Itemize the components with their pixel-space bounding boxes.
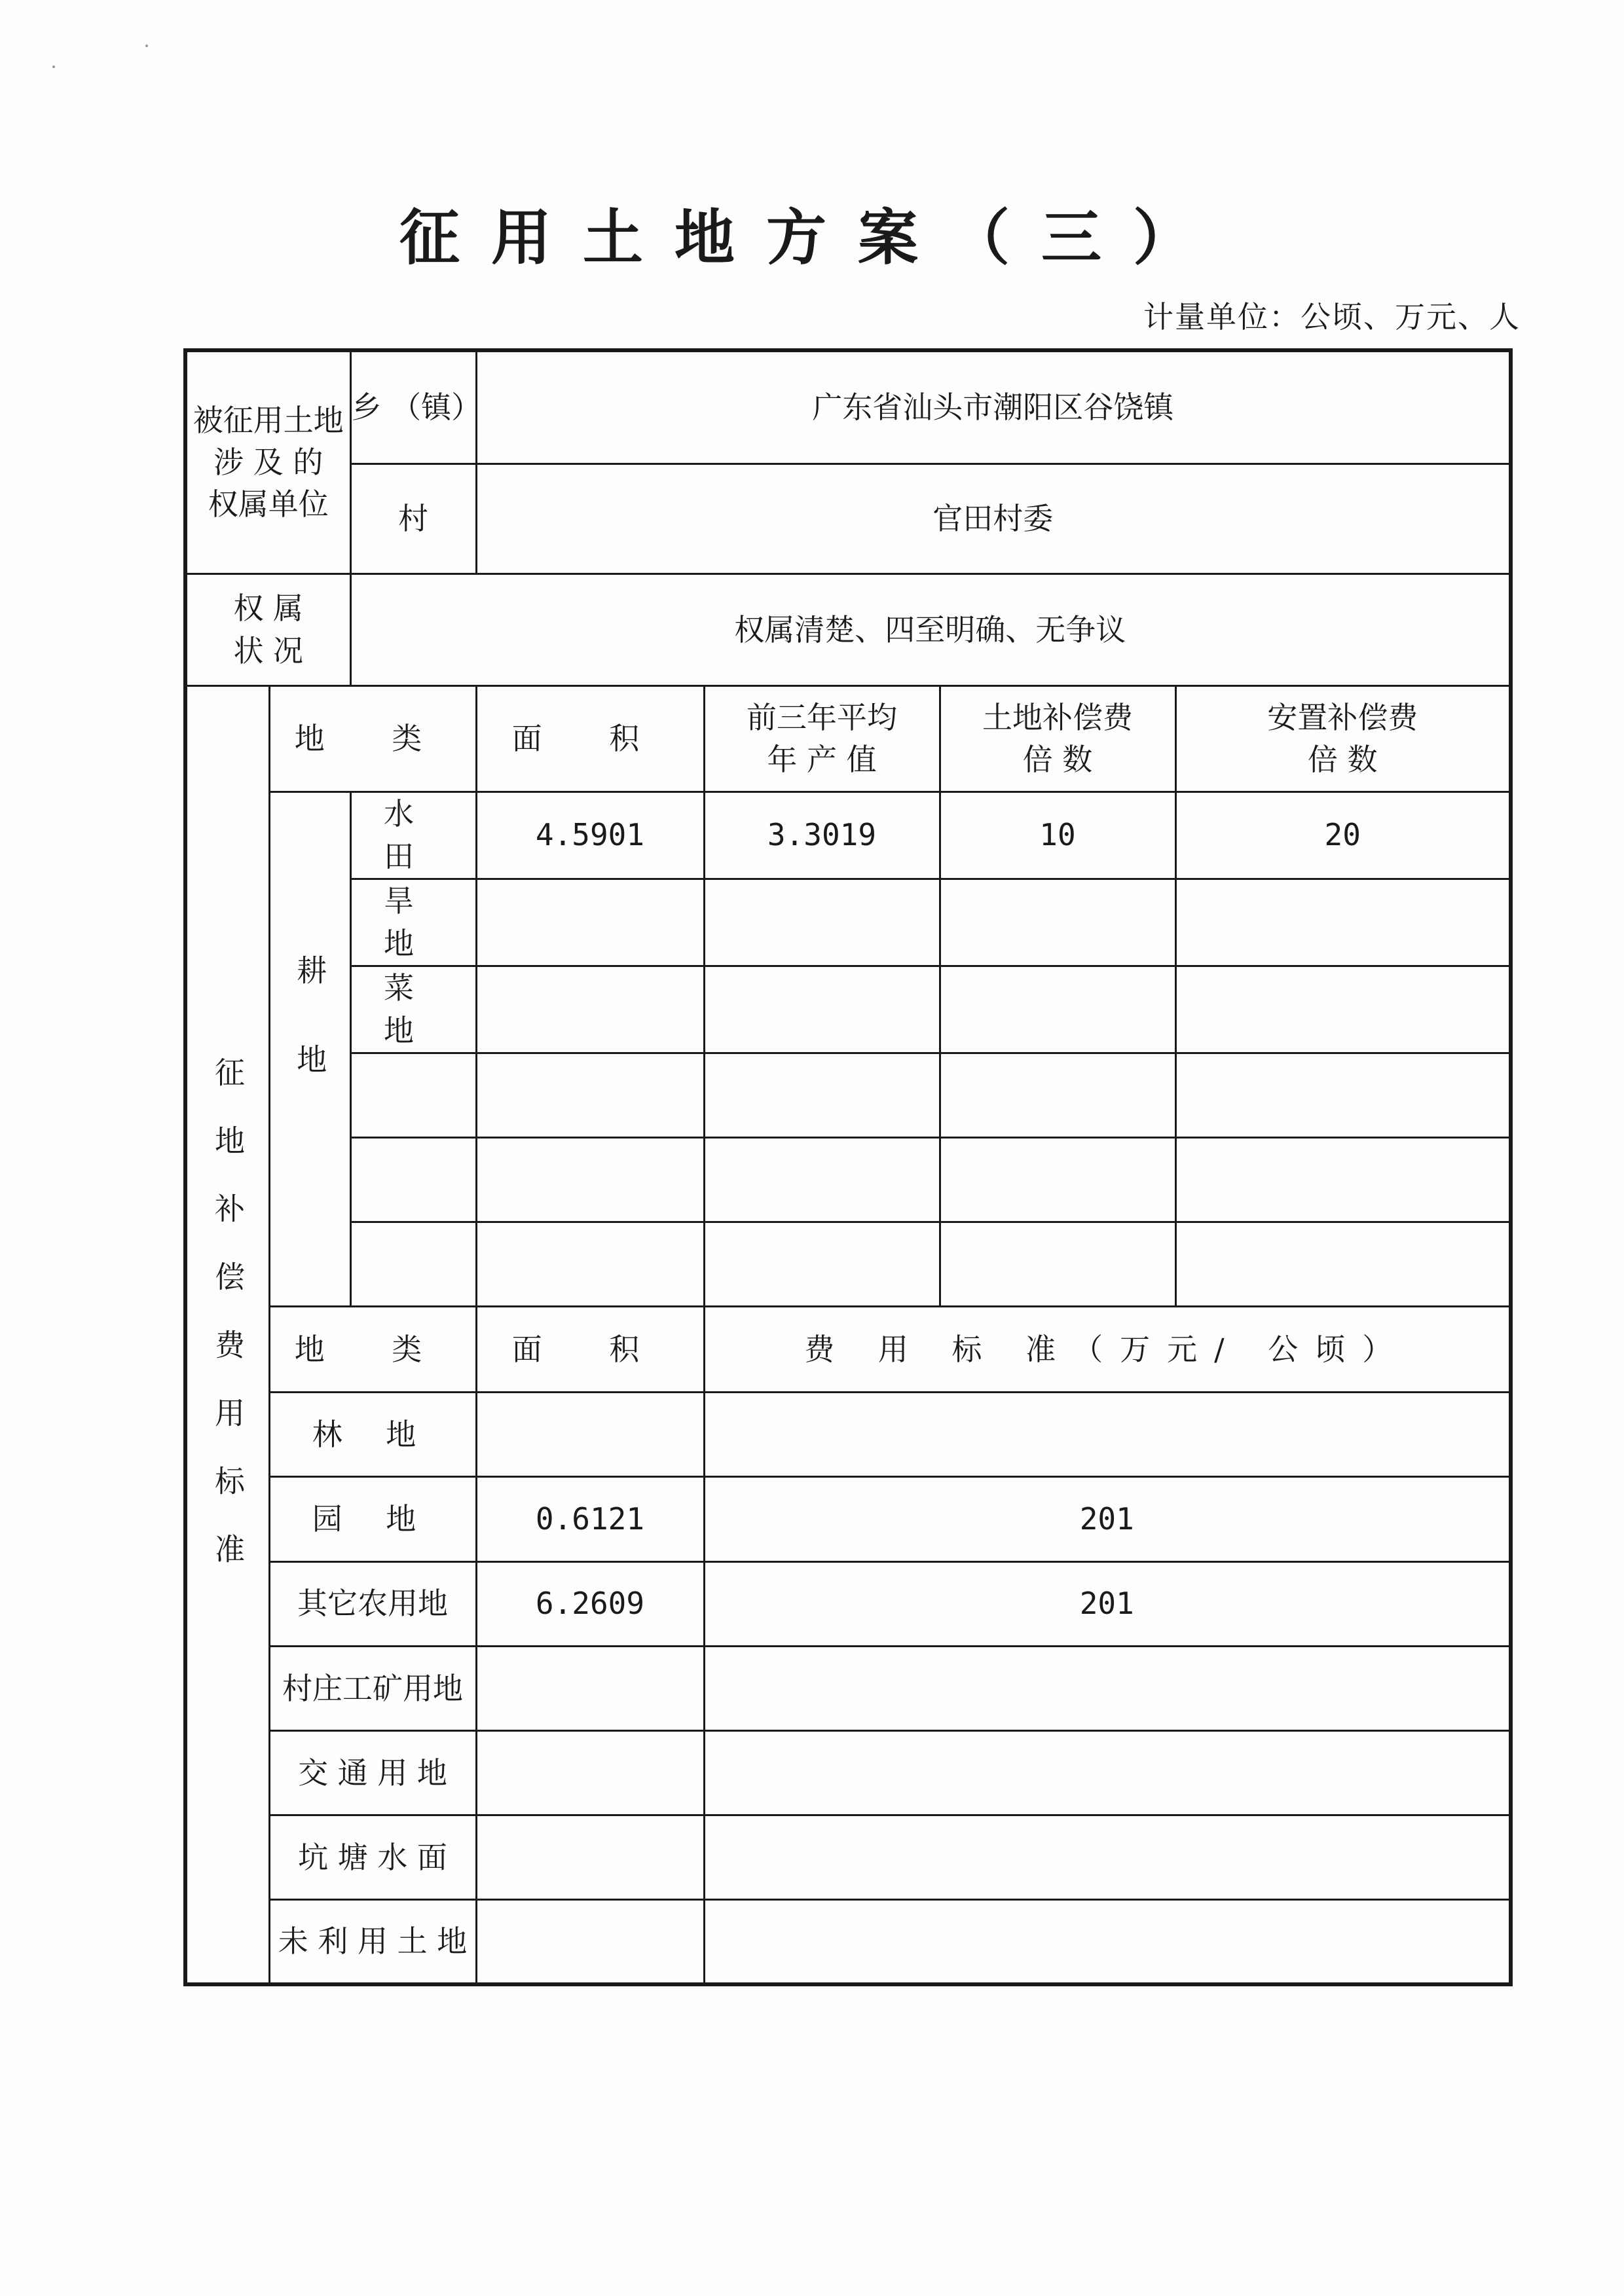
- cultivated-row-area: [476, 879, 704, 966]
- scan-speck: [52, 65, 55, 68]
- other-row-name: 交 通 用 地: [269, 1730, 476, 1815]
- cultivated-row-area: [476, 966, 704, 1053]
- owner-unit-label: [185, 350, 350, 574]
- cultivated-row-land-comp: [940, 879, 1175, 966]
- cultivated-row-resettle: [1175, 966, 1511, 1053]
- owner-label-line: 被征用土地: [193, 402, 344, 438]
- cultivated-row-land-comp: 10: [940, 792, 1175, 879]
- other-row-fee: 201: [704, 1561, 1511, 1646]
- cultivated-row-land-comp: [940, 1137, 1175, 1222]
- table-row: [185, 966, 1511, 1053]
- table-row: [185, 1900, 1511, 1984]
- cultivated-row-output: [704, 879, 940, 966]
- header-line: 土地补偿费: [982, 699, 1133, 735]
- section-label-text: 征地补偿费用标准: [210, 1057, 246, 1602]
- cultivated-row-name: 旱 地: [350, 879, 476, 966]
- other-row-name: 园 地: [269, 1477, 476, 1561]
- other-row-area: [476, 1646, 704, 1730]
- section-label: [185, 686, 269, 1984]
- other-header-land-type: 地 类: [269, 1307, 476, 1393]
- cultivated-row-output: [704, 1222, 940, 1306]
- other-header-area: 面 积: [476, 1307, 704, 1393]
- village-label: 村: [350, 464, 476, 574]
- table-row: [185, 1561, 1511, 1646]
- owner-label-line: 权属单位: [208, 486, 329, 522]
- other-row-fee: [704, 1815, 1511, 1900]
- other-row-fee: 201: [704, 1477, 1511, 1561]
- cultivated-row-area: [476, 1137, 704, 1222]
- other-row-area: [476, 1393, 704, 1477]
- cultivated-row-name: [350, 1222, 476, 1306]
- other-row-fee: [704, 1393, 1511, 1477]
- other-row-area: 6.2609: [476, 1561, 704, 1646]
- table-row: [185, 1393, 1511, 1477]
- cultivated-row-resettle: [1175, 1053, 1511, 1137]
- cultivated-header-resettle: [1175, 686, 1511, 792]
- table-row: [185, 1815, 1511, 1900]
- ownership-label-line: 权 属: [233, 591, 304, 627]
- cultivated-row-resettle: [1175, 879, 1511, 966]
- cultivated-row-resettle: [1175, 1137, 1511, 1222]
- header-line: 年 产 值: [767, 742, 877, 778]
- header-line: 倍 数: [1022, 742, 1093, 778]
- ownership-label-line: 状 况: [233, 632, 304, 668]
- cultivated-row-name: [350, 1053, 476, 1137]
- ownership-status-value: 权属清楚、四至明确、无争议: [350, 574, 1511, 686]
- table-row: [185, 1646, 1511, 1730]
- cultivated-header-output: [704, 686, 940, 792]
- requisition-form-table: [183, 348, 1513, 1986]
- table-row: [185, 1222, 1511, 1306]
- other-row-fee: [704, 1900, 1511, 1984]
- other-row-fee: [704, 1730, 1511, 1815]
- cultivated-row-name: 水 田: [350, 792, 476, 879]
- cultivated-row-land-comp: [940, 1053, 1175, 1137]
- cultivated-row-name: 菜 地: [350, 966, 476, 1053]
- other-row-area: [476, 1815, 704, 1900]
- cultivated-row-output: [704, 1053, 940, 1137]
- table-row: [185, 1730, 1511, 1815]
- scan-speck: [145, 45, 148, 47]
- table-row: [185, 1137, 1511, 1222]
- cultivated-row-output: [704, 966, 940, 1053]
- cultivated-header-land-comp: [940, 686, 1175, 792]
- cultivated-header-area: 面 积: [476, 686, 704, 792]
- unit-note: 计量单位：公顷、万元、人: [1143, 299, 1521, 335]
- page-title: 征用土地方案（三）: [399, 203, 1225, 273]
- cultivated-row-area: 4.5901: [476, 792, 704, 879]
- header-line: 安置补偿费: [1267, 699, 1418, 735]
- other-row-area: [476, 1730, 704, 1815]
- other-row-name: 坑 塘 水 面: [269, 1815, 476, 1900]
- other-header-fee: 费 用 标 准（万元/ 公顷）: [704, 1307, 1511, 1393]
- other-row-fee: [704, 1646, 1511, 1730]
- village-value: 官田村委: [476, 464, 1511, 574]
- table-row: [185, 879, 1511, 966]
- header-line: 前三年平均: [747, 699, 897, 735]
- township-value: 广东省汕头市潮阳区谷饶镇: [476, 350, 1511, 464]
- other-row-name: 林 地: [269, 1393, 476, 1477]
- table-row: [185, 1477, 1511, 1561]
- table-row: [185, 1053, 1511, 1137]
- ownership-status-label: [185, 574, 350, 686]
- cultivated-row-area: [476, 1053, 704, 1137]
- cultivated-row-resettle: [1175, 1222, 1511, 1306]
- township-label: 乡 （镇）: [350, 350, 476, 464]
- cultivated-group-text: 耕地: [292, 955, 328, 1133]
- cultivated-header-land-type: 地 类: [269, 686, 476, 792]
- header-line: 倍 数: [1307, 742, 1378, 778]
- other-row-name: 其它农用地: [269, 1561, 476, 1646]
- cultivated-row-land-comp: [940, 1222, 1175, 1306]
- cultivated-row-resettle: 20: [1175, 792, 1511, 879]
- cultivated-row-land-comp: [940, 966, 1175, 1053]
- other-row-area: [476, 1900, 704, 1984]
- cultivated-row-area: [476, 1222, 704, 1306]
- other-row-name: 村庄工矿用地: [269, 1646, 476, 1730]
- cultivated-group-label: [269, 792, 350, 1306]
- cultivated-row-output: 3.3019: [704, 792, 940, 879]
- other-row-name: 未 利 用 土 地: [269, 1900, 476, 1984]
- owner-label-line: 涉 及 的: [213, 445, 323, 481]
- other-row-area: 0.6121: [476, 1477, 704, 1561]
- table-row: [185, 792, 1511, 879]
- cultivated-row-output: [704, 1137, 940, 1222]
- cultivated-row-name: [350, 1137, 476, 1222]
